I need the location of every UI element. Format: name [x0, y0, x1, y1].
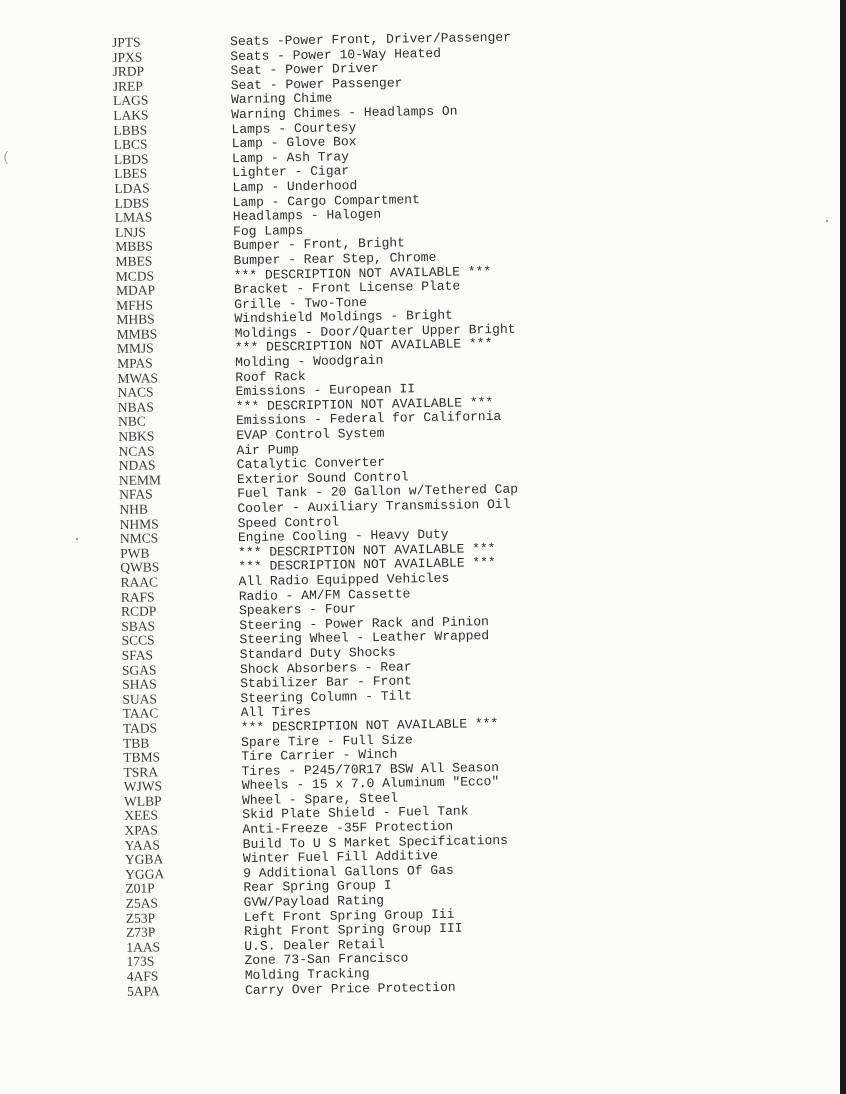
option-code: NBKS: [118, 428, 155, 444]
option-description: Bumper - Rear Step, Chrome: [233, 249, 437, 269]
option-description: Lamp - Cargo Compartment: [232, 191, 420, 210]
option-code: TSRA: [123, 764, 159, 780]
option-code: YGGA: [125, 866, 165, 882]
option-description: Speakers - Four: [238, 601, 357, 619]
margin-mark: (: [2, 150, 11, 166]
option-description: Exterior Sound Control: [236, 469, 409, 487]
option-description: Warning Chimes - Headlamps On: [231, 103, 458, 123]
option-description: Lamp - Ash Tray: [231, 149, 350, 166]
option-code: JPTS: [111, 34, 141, 50]
option-description: Stabilizer Bar - Front: [240, 673, 412, 692]
option-code: MPAS: [117, 355, 153, 372]
option-code: NHB: [119, 501, 149, 517]
option-code: MFHS: [116, 297, 154, 313]
option-code: JREP: [112, 78, 143, 94]
option-code: NBC: [117, 413, 146, 430]
option-description: Seats - Power 10-Way Heated: [230, 45, 442, 64]
option-code: LNJS: [114, 224, 146, 240]
option-code: LMAS: [114, 209, 153, 226]
option-code: NBAS: [117, 399, 154, 415]
option-description: Steering Wheel - Leather Wrapped: [239, 628, 490, 648]
option-description: Skid Plate Shield - Fuel Tank: [242, 803, 469, 823]
option-code: LBES: [114, 165, 148, 182]
option-code: 4AFS: [126, 968, 159, 984]
option-description: Cooler - Auxiliary Transmission Oil: [237, 496, 511, 517]
option-description: Seat - Power Driver: [230, 61, 379, 79]
option-description: Molding Tracking: [244, 966, 370, 984]
option-code: SBAS: [121, 618, 156, 634]
option-code: MMJS: [116, 340, 154, 357]
option-description: Lamps - Courtesy: [231, 119, 357, 137]
option-description: Headlamps - Halogen: [232, 206, 382, 225]
option-code: TAAC: [122, 705, 159, 722]
option-description: Rear Spring Group I: [243, 878, 392, 896]
option-code: JRDP: [112, 63, 145, 80]
option-code: Z5AS: [125, 895, 159, 911]
option-code: SGAS: [121, 661, 157, 678]
option-code: MBES: [115, 253, 153, 269]
option-code: Z73P: [125, 924, 156, 941]
option-code: NMCS: [119, 530, 159, 547]
option-description: All Tires: [240, 704, 311, 721]
option-description: Shock Absorbers - Rear: [239, 658, 412, 677]
option-code: LDBS: [114, 194, 150, 211]
option-description: Left Front Spring Group Iii: [243, 906, 455, 925]
option-code: YGBA: [124, 851, 164, 868]
option-description: Anti-Freeze -35F Protection: [242, 818, 454, 838]
option-description: Spare Tire - Full Size: [240, 731, 413, 750]
option-description: *** DESCRIPTION NOT AVAILABLE ***: [240, 715, 499, 735]
option-code: NCAS: [118, 443, 155, 459]
option-code: NEMM: [118, 472, 162, 488]
option-description: *** DESCRIPTION NOT AVAILABLE ***: [235, 394, 494, 414]
option-code: SFAS: [121, 647, 154, 663]
option-description: Engine Cooling - Heavy Duty: [237, 526, 449, 546]
option-code: 5APA: [126, 982, 160, 999]
option-description: Grille - Two-Tone: [234, 294, 367, 312]
option-description: Molding - Woodgrain: [235, 352, 384, 371]
option-description: Warning Chime: [230, 90, 333, 108]
option-description: Speed Control: [237, 514, 340, 531]
option-description: Winter Fuel Fill Additive: [242, 848, 439, 867]
option-code: LDAS: [114, 180, 150, 196]
option-code: NACS: [117, 384, 154, 401]
option-description: Bracket - Front License Plate: [233, 278, 461, 298]
option-description: Lighter - Cigar: [232, 163, 350, 181]
option-code: Z53P: [125, 910, 156, 926]
option-description: Seats -Power Front, Driver/Passenger: [229, 29, 512, 50]
option-code: RAFS: [120, 588, 155, 605]
option-description: All Radio Equipped Vehicles: [238, 570, 450, 590]
option-code: NHMS: [119, 515, 159, 532]
option-codes-table: [112, 28, 627, 999]
option-code: MMBS: [116, 326, 158, 342]
option-description: GVW/Payload Rating: [243, 892, 385, 911]
option-code: MDAP: [115, 282, 156, 299]
option-description: *** DESCRIPTION NOT AVAILABLE ***: [234, 336, 493, 356]
option-code: SCCS: [121, 632, 155, 649]
option-description: Roof Rack: [235, 368, 306, 385]
option-code: NFAS: [119, 486, 153, 503]
option-code: MBBS: [115, 238, 153, 255]
option-code: TADS: [122, 720, 158, 736]
option-description: Tire Carrier - Winch: [241, 746, 398, 765]
option-code: SHAS: [122, 676, 157, 693]
option-code: LAKS: [113, 107, 149, 123]
option-description: Carry Over Price Protection: [244, 979, 456, 998]
option-description: Build To U S Market Specifications: [242, 832, 509, 852]
option-code: WLBP: [123, 793, 162, 809]
option-code: XPAS: [124, 822, 158, 838]
option-description: Emissions - European II: [235, 381, 416, 400]
option-description: Lamp - Underhood: [232, 178, 358, 196]
option-description: 9 Additional Gallons Of Gas: [243, 862, 454, 881]
scan-speck: [76, 538, 78, 540]
option-code: TBMS: [123, 749, 161, 766]
option-code: SUAS: [122, 691, 158, 707]
option-description: Moldings - Door/Quarter Upper Bright: [234, 321, 516, 341]
option-code: XEES: [124, 807, 159, 824]
option-code: PWB: [120, 545, 150, 561]
option-code: MWAS: [117, 369, 159, 386]
option-description: Bumper - Front, Bright: [233, 235, 406, 254]
option-description: Wheels - 15 x 7.0 Aluminum "Ecco": [241, 774, 500, 794]
option-code: NDAS: [118, 457, 156, 474]
option-code: MHBS: [116, 311, 155, 328]
option-code: WJWS: [123, 778, 163, 795]
option-code: JPXS: [112, 49, 143, 65]
option-code: RAAC: [120, 574, 159, 590]
option-description: Catalytic Converter: [236, 454, 386, 473]
option-code: Z01P: [125, 880, 155, 897]
option-code: LBBS: [113, 122, 148, 138]
option-description: Fog Lamps: [232, 222, 304, 239]
option-code: LBDS: [113, 151, 149, 167]
option-description: Seat - Power Passenger: [230, 75, 403, 93]
scan-edge-shadow: [840, 0, 846, 1094]
option-description: Tires - P245/70R17 BSW All Season: [241, 759, 500, 779]
option-description: Right Front Spring Group III: [243, 920, 463, 940]
option-description: Fuel Tank - 20 Gallon w/Tethered Cap: [237, 482, 519, 502]
option-code: 173S: [126, 953, 155, 970]
option-description: Steering - Power Rack and Pinion: [239, 613, 490, 633]
option-code: MCDS: [115, 267, 155, 284]
option-description: U.S. Dealer Retail: [244, 936, 385, 954]
option-code: 1AAS: [126, 939, 161, 955]
scan-speck: [826, 220, 828, 222]
option-description: Radio - AM/FM Cassette: [238, 585, 411, 604]
option-description: *** DESCRIPTION NOT AVAILABLE ***: [233, 263, 492, 283]
option-description: Standard Duty Shocks: [239, 644, 396, 663]
option-description: Steering Column - Tilt: [240, 688, 413, 706]
option-code: LAGS: [112, 92, 149, 109]
option-code: RCDP: [120, 603, 157, 620]
option-description: Emissions - Federal for California: [235, 409, 502, 429]
option-description: Windshield Moldings - Bright: [234, 307, 453, 327]
option-description: EVAP Control System: [236, 425, 385, 444]
option-description: *** DESCRIPTION NOT AVAILABLE ***: [238, 540, 496, 560]
option-description: Lamp - Glove Box: [231, 134, 357, 152]
option-code: LBCS: [113, 136, 148, 153]
option-description: Zone 73-San Francisco: [244, 950, 409, 969]
option-description: Wheel - Spare, Steel: [241, 790, 399, 808]
option-description: Air Pump: [236, 441, 300, 458]
option-code: TBB: [122, 735, 150, 751]
option-code: QWBS: [120, 559, 160, 576]
option-code: YAAS: [124, 837, 161, 853]
option-description: *** DESCRIPTION NOT AVAILABLE ***: [238, 555, 496, 575]
